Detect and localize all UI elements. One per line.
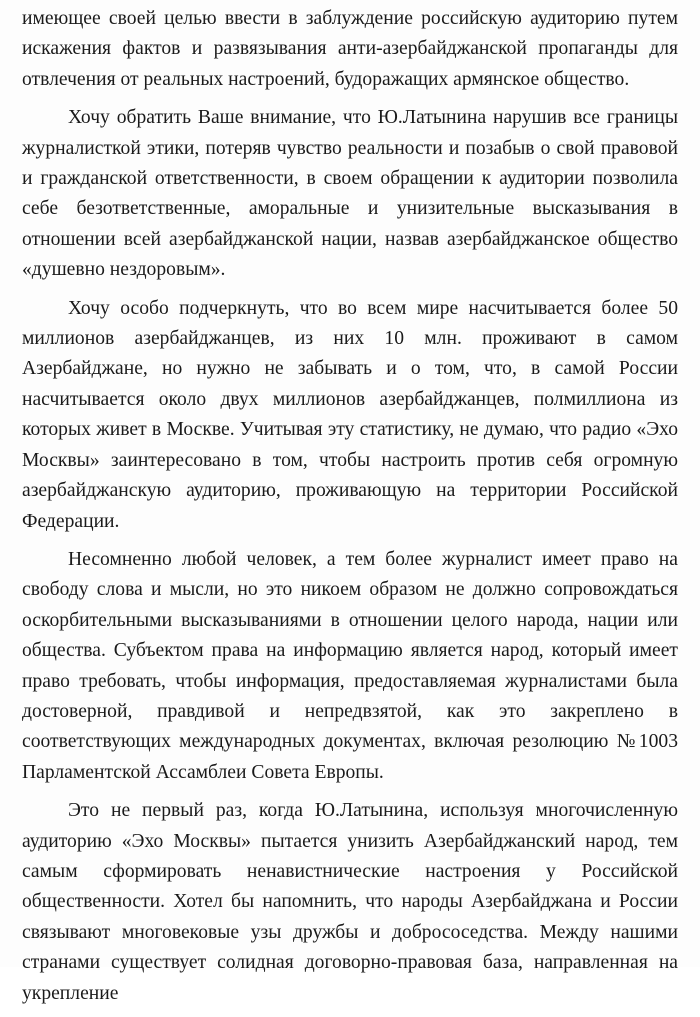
- paragraph-not-first-time: Это не первый раз, когда Ю.Латынина, используя многочисленную аудиторию «Эхо Москвы» пытается унизить Азербайджанский народ, тем самым сформировать ненавистнические настроения у Российской общественности. Хотел бы напомнить, что народы Азербайджана и России связывают многовековые узы дружбы и добрососедства. Между нашими странами существует солидная договорно-правовая база, направленная на укрепление: [22, 800, 678, 1004]
- letter-body: [22, 4, 678, 1017]
- paragraph-freedom-of-speech: Несомненно любой человек, а тем более журналист имеет право на свободу слова и мысли, но это никоем образом не должно сопровождаться оскорбительными высказываниями в отношении целого народа, нации или общества. Субъектом права на информацию является народ, который имеет право требовать, чтобы информация, предоставляемая журналистами была достоверной, правдивой и непредвзятой, как это закреплено в соответствующих международных документах, включая резолюцию №1003 Парламентской Ассамблеи Совета Европы.: [22, 548, 678, 783]
- paragraph-ethics-violation: Хочу обратить Ваше внимание, что Ю.Латынина нарушив все границы журналисткой этики, потеряв чувство реальности и позабыв о свой правовой и гражданской ответственности, в своем обращении к аудитории позволила себе безответственные, аморальные и унизительные высказывания в отношении всей азербайджанской нации, назвав азербайджанское общество «душевно нездоровым».: [22, 107, 678, 281]
- paragraph-continuation: имеющее своей целью ввести в заблуждение российскую аудиторию путем искажения фактов и развязывания анти-азербайджанской пропаганды для отвлечения от реальных настроений, будоражащих армянское общество.: [22, 8, 678, 90]
- paragraph-population-statistics: Хочу особо подчеркнуть, что во всем мире насчитывается более 50 миллионов азербайджанцев, из них 10 млн. проживают в самом Азербайджане, но нужно не забывать и о том, что, в самой России насчитывается около двух миллионов азербайджанцев, полмиллиона из которых живет в Москве. Учитывая эту статистику, не думаю, что радио «Эхо Москвы» заинтересовано в том, чтобы настроить против себя огромную азербайджанскую аудиторию, проживающую на территории Российской Федерации.: [22, 297, 678, 532]
